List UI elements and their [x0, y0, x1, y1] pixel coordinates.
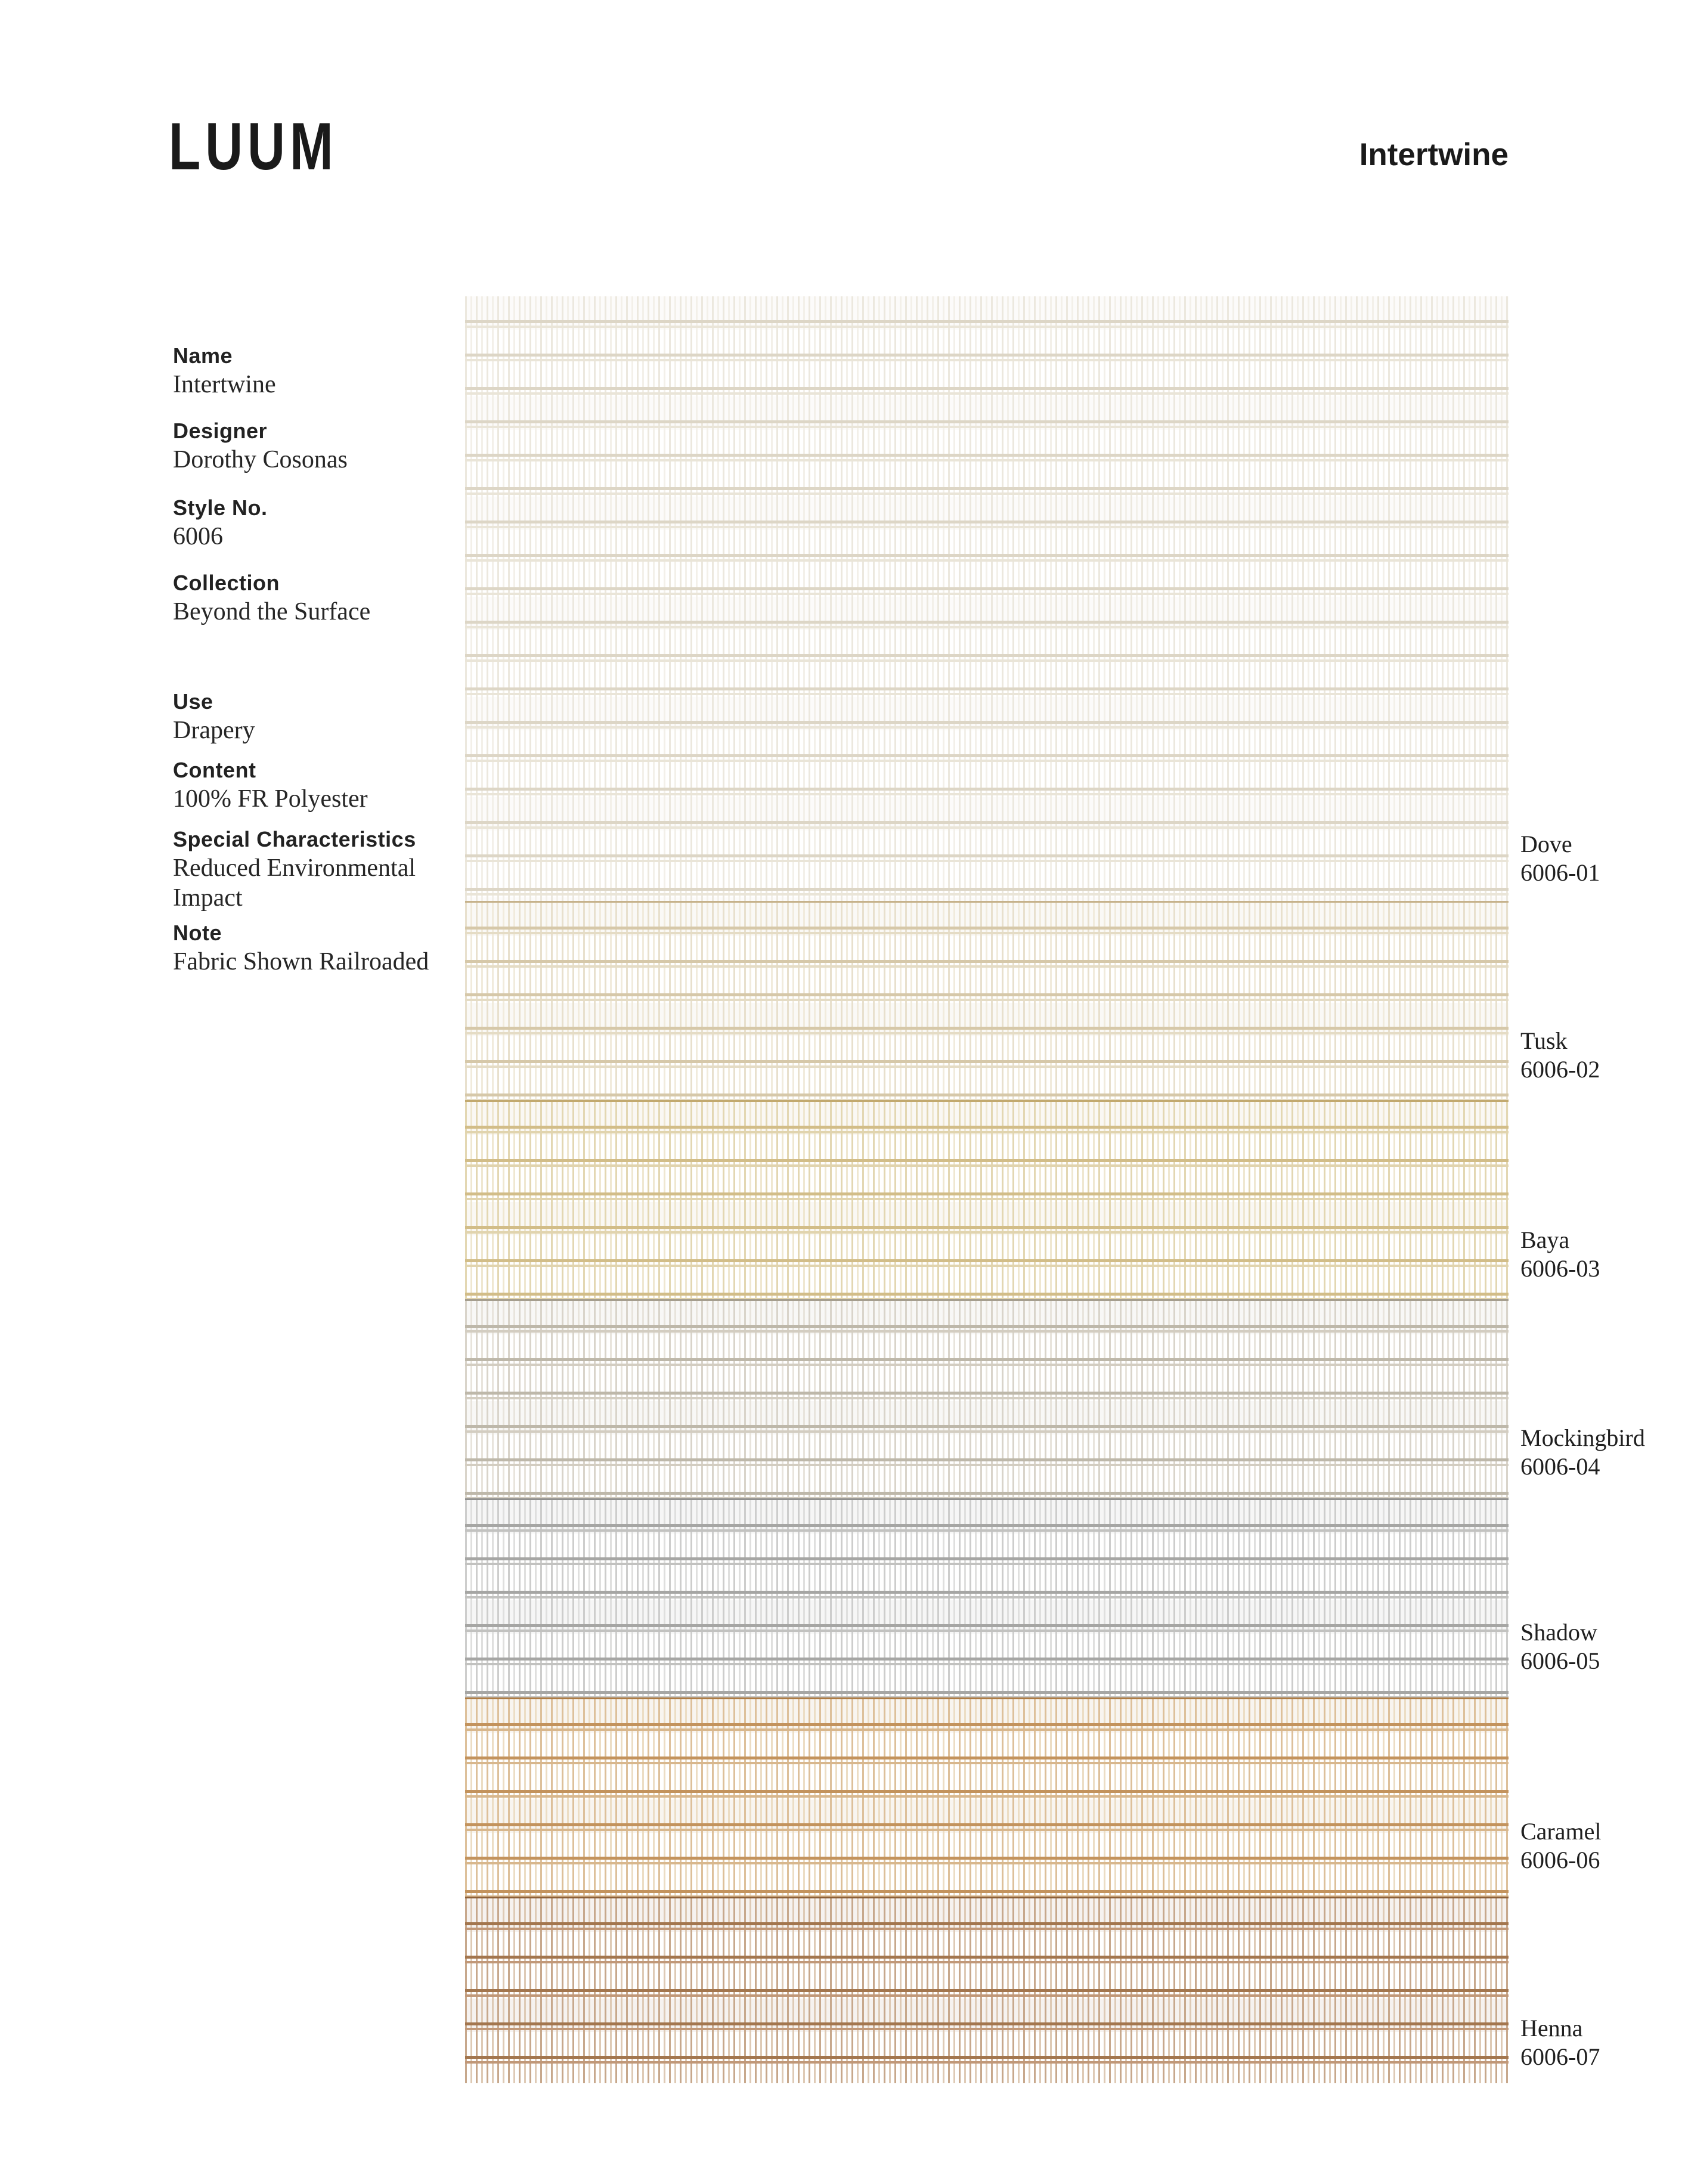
swatch-band-caramel — [465, 1697, 1509, 1897]
spec-value: Dorothy Cosonas — [173, 446, 348, 473]
colorway-code: 6006-03 — [1520, 1255, 1600, 1282]
page-title: Intertwine — [1359, 137, 1509, 172]
colorway-label-dove — [1520, 830, 1688, 887]
colorway-name: Henna — [1520, 2015, 1583, 2042]
colorway-label-mockingbird — [1520, 1424, 1688, 1481]
colorway-name: Caramel — [1520, 1818, 1602, 1845]
swatch-band-shadow — [465, 1498, 1509, 1697]
colorway-code: 6006-05 — [1520, 1647, 1600, 1674]
colorway-label-baya — [1520, 1226, 1688, 1283]
swatch-band-dove — [465, 296, 1509, 901]
spec-label: Designer — [173, 419, 268, 443]
colorway-name: Tusk — [1520, 1027, 1568, 1054]
brand-logo: LUUM — [169, 109, 338, 184]
spec-group-content — [173, 758, 471, 814]
colorway-name: Baya — [1520, 1226, 1570, 1253]
spec-label: Content — [173, 758, 256, 782]
spec-value: Drapery — [173, 717, 255, 744]
colorway-code: 6006-07 — [1520, 2043, 1600, 2070]
colorway-label-shadow — [1520, 1618, 1688, 1675]
swatch-band-baya — [465, 1100, 1509, 1299]
spec-group-style-no — [173, 495, 471, 552]
swatch-band-henna — [465, 1897, 1509, 2083]
fabric-swatch-image — [465, 296, 1509, 2085]
colorway-name: Mockingbird — [1520, 1424, 1645, 1451]
colorway-label-henna — [1520, 2014, 1688, 2071]
spec-group-note — [173, 921, 471, 977]
spec-label: Name — [173, 343, 233, 368]
spec-label: Style No. — [173, 495, 268, 520]
colorway-code: 6006-02 — [1520, 1056, 1600, 1083]
colorway-name: Shadow — [1520, 1619, 1597, 1646]
colorway-name: Dove — [1520, 831, 1572, 857]
spec-label: Special Characteristics — [173, 827, 416, 851]
spec-value: Beyond the Surface — [173, 598, 371, 625]
spec-group-collection — [173, 571, 471, 627]
colorway-label-tusk — [1520, 1027, 1688, 1084]
swatch-band-mockingbird — [465, 1299, 1509, 1498]
spec-group-name — [173, 343, 471, 399]
spec-value: Intertwine — [173, 371, 276, 398]
colorway-code: 6006-01 — [1520, 859, 1600, 886]
spec-value: Fabric Shown Railroaded — [173, 948, 429, 975]
spec-group-designer — [173, 419, 471, 475]
colorway-code: 6006-04 — [1520, 1453, 1600, 1480]
spec-value: 6006 — [173, 523, 223, 550]
spec-group-special-characteristics — [173, 827, 471, 913]
swatch-band-tusk — [465, 901, 1509, 1100]
colorway-label-caramel — [1520, 1817, 1688, 1875]
spec-group-use — [173, 689, 471, 745]
spec-value: Reduced Environmental Impact — [173, 854, 416, 912]
colorway-code: 6006-06 — [1520, 1847, 1600, 1873]
spec-label: Note — [173, 921, 222, 945]
spec-label: Use — [173, 689, 213, 714]
spec-value: 100% FR Polyester — [173, 785, 368, 813]
spec-label: Collection — [173, 571, 280, 595]
